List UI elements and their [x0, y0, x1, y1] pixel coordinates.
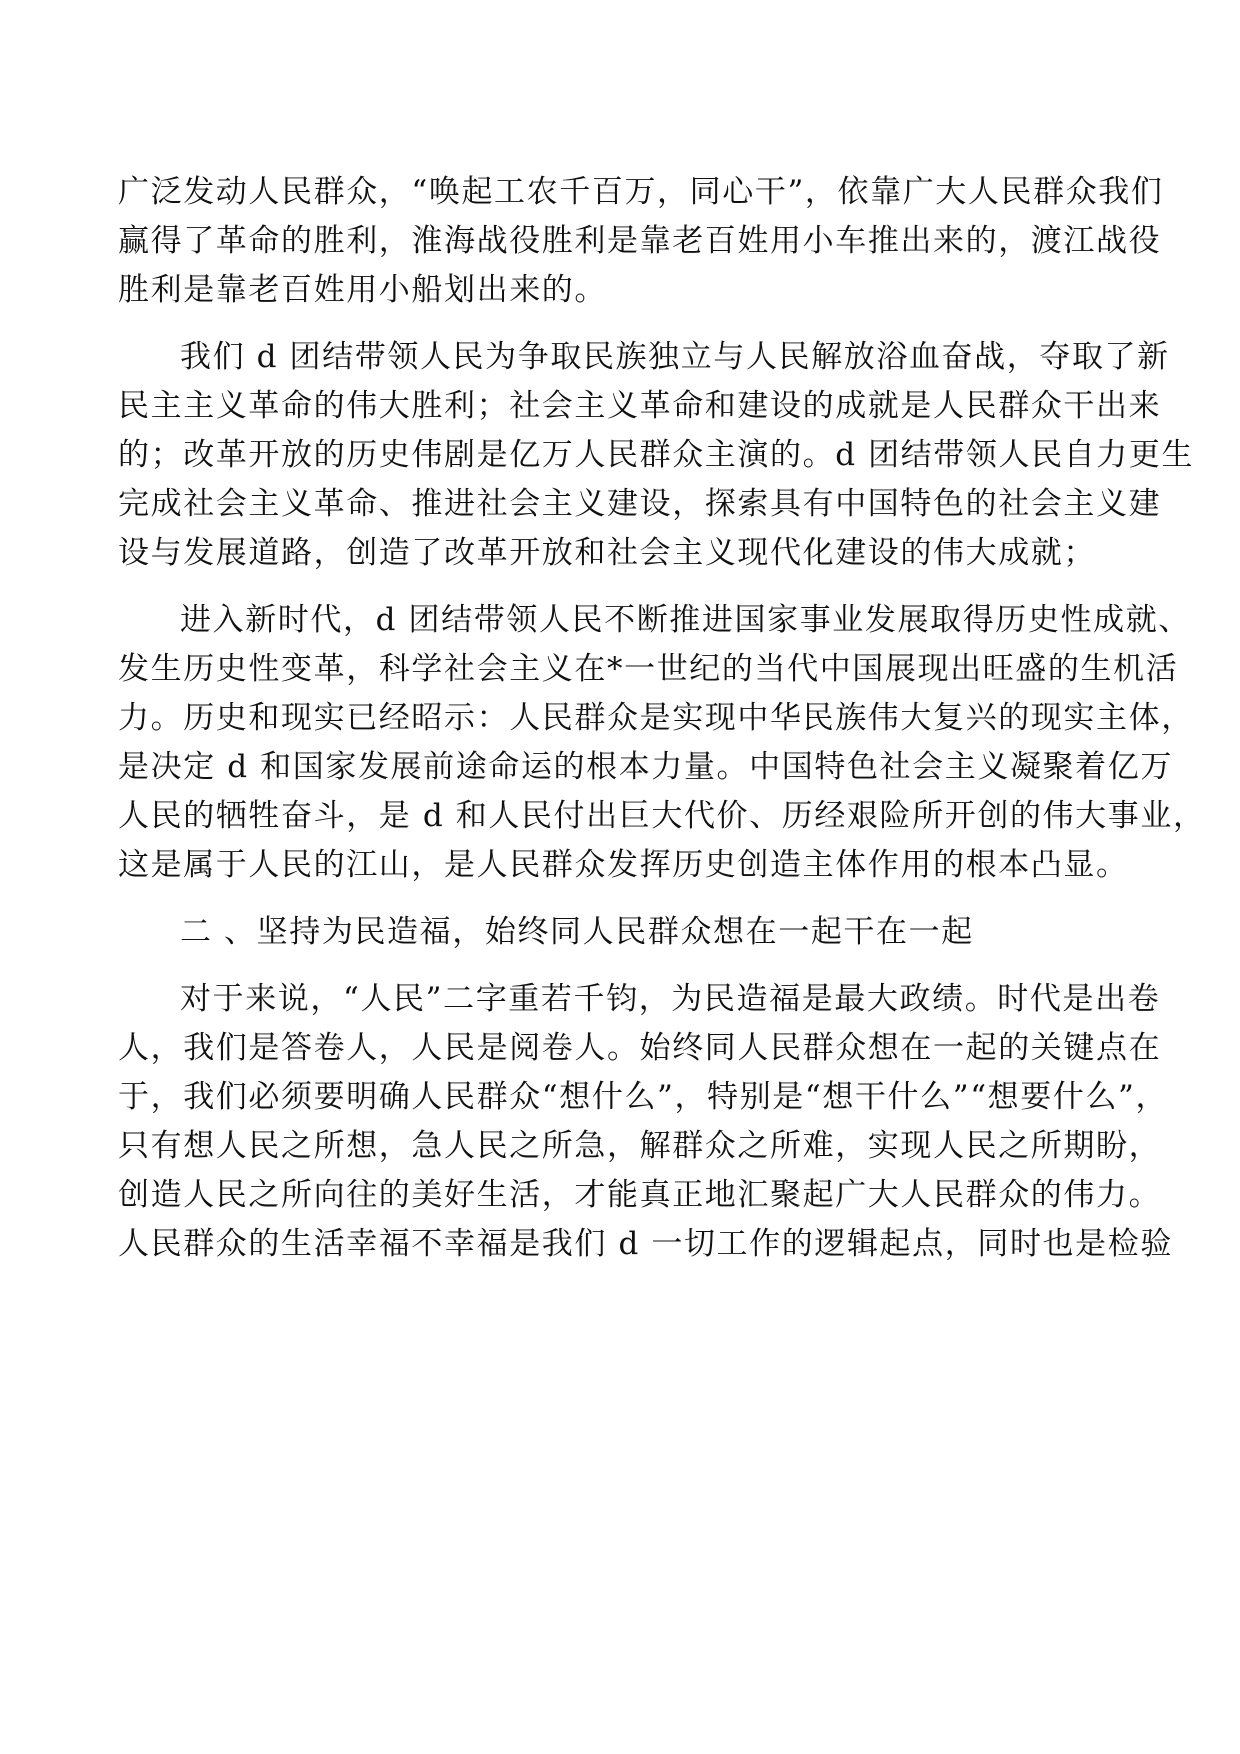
text-line: 这是属于人民的江山，是人民群众发挥历史创造主体作用的根本凸显。 [118, 847, 1129, 883]
text-line: 于，我们必须要明确人民群众“想什么”，特别是“想干什么”“想要什么”， [118, 1079, 1169, 1115]
text-line: 是决定 d 和国家发展前途命运的根本力量。中国特色社会主义凝聚着亿万 [118, 749, 1173, 785]
text-line: 人民群众的生活幸福不幸福是我们 d 一切工作的逻辑起点，同时也是检验 [118, 1226, 1173, 1262]
text-line: 人，我们是答卷人，人民是阅卷人。始终同人民群众想在一起的关键点在 [118, 1030, 1162, 1066]
text-line: 对于来说，“人民”二字重若千钧，为民造福是最大政绩。时代是出卷 [180, 981, 1161, 1017]
text-line: 胜利是靠老百姓用小船划出来的。 [118, 272, 607, 308]
text-line: 我们 d 团结带领人民为争取民族独立与人民解放浴血奋战，夺取了新 [180, 339, 1170, 375]
paragraph-2 [118, 333, 1195, 578]
text-line: 的；改革开放的历史伟剧是亿万人民群众主演的。d 团结带领人民自力更生 [118, 437, 1195, 473]
text-line: 人民的牺牲奋斗，是 d 和人民付出巨大代价、历经艰险所开创的伟大事业， [118, 798, 1206, 834]
text-line: 进入新时代，d 团结带领人民不断推进国家事业发展取得历史性成就、 [180, 602, 1191, 638]
section-heading-text: 二 、坚持为民造福，始终同人民群众想在一起干在一起 [180, 914, 974, 950]
document-page [118, 168, 1206, 1269]
paragraph-3 [118, 596, 1206, 890]
text-line: 完成社会主义革命、推进社会主义建设，探索具有中国特色的社会主义建 [118, 486, 1162, 522]
text-line: 赢得了革命的胜利，淮海战役胜利是靠老百姓用小车推出来的，渡江战役 [118, 223, 1162, 259]
paragraph-gap [118, 578, 1122, 596]
paragraph-gap [118, 890, 1122, 908]
paragraph-1 [118, 168, 1164, 315]
text-line: 创造人民之所向往的美好生活，才能真正地汇聚起广大人民群众的伟力。 [118, 1177, 1162, 1213]
text-line: 广泛发动人民群众，“唤起工农千百万，同心干”，依靠广大人民群众我们 [118, 174, 1164, 210]
paragraph-4 [118, 975, 1173, 1269]
paragraph-gap [118, 957, 1122, 975]
text-line: 发生历史性变革，科学社会主义在*一世纪的当代中国展现出旺盛的生机活 [118, 651, 1179, 687]
section-heading [118, 908, 1122, 957]
text-line: 设与发展道路，创造了改革开放和社会主义现代化建设的伟大成就； [118, 535, 1096, 571]
text-line: 只有想人民之所想，急人民之所急，解群众之所难，实现人民之所期盼， [118, 1128, 1162, 1164]
paragraph-gap [118, 315, 1122, 333]
text-line: 民主主义革命的伟大胜利；社会主义革命和建设的成就是人民群众干出来 [118, 388, 1162, 424]
text-line: 力。历史和现实已经昭示：人民群众是实现中华民族伟大复兴的现实主体， [118, 700, 1194, 736]
